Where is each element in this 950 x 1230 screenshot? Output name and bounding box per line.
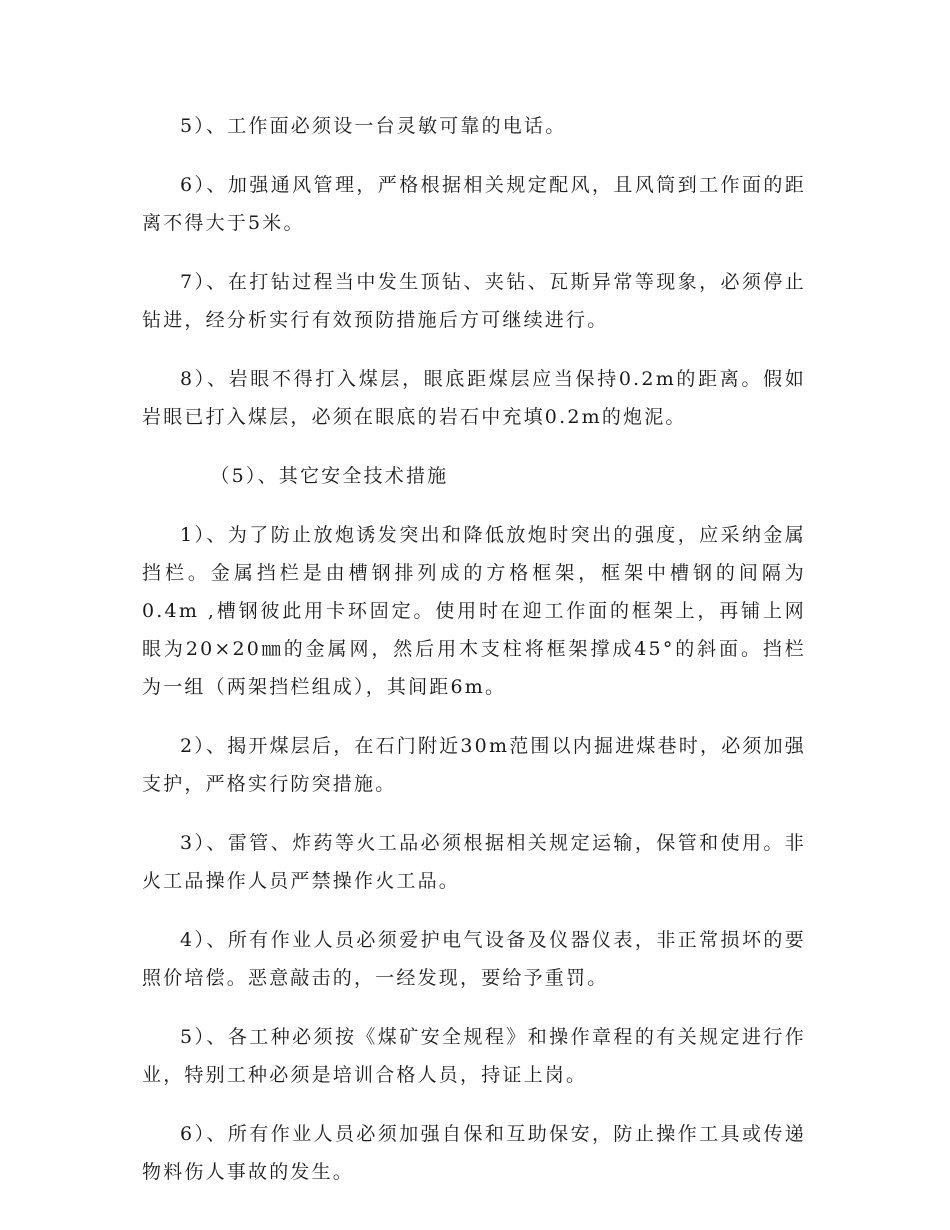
- measure-item-6: 6）、所有作业人员必须加强自保和互助保安，防止操作工具或传递物料伤人事故的发生。: [142, 1123, 806, 1183]
- measure-item-5: 5）、各工种必须按《煤矿安全规程》和操作章程的有关规定进行作业，特别工种必须是培训合格人员，持证上岗。: [142, 1026, 806, 1086]
- paragraph-item-7: 7）、在打钻过程当中发生顶钻、夹钻、瓦斯异常等现象，必须停止钻进，经分析实行有效预防措施后方可继续进行。: [142, 271, 806, 331]
- paragraph-item-6: 6）、加强通风管理，严格根据相关规定配风，且风筒到工作面的距离不得大于5米。: [142, 174, 806, 234]
- measure-item-2: 2）、揭开煤层后，在石门附近30m范围以内掘进煤巷时，必须加强支护，严格实行防突措施。: [142, 735, 806, 795]
- section-heading: （5）、其它安全技术措施: [210, 465, 449, 487]
- document-body: [142, 107, 806, 1212]
- paragraph-item-8: 8）、岩眼不得打入煤层，眼底距煤层应当保持0.2m的距离。假如岩眼已打入煤层，必须在眼底的岩石中充填0.2m的炮泥。: [142, 368, 806, 428]
- measure-item-4: 4）、所有作业人员必须爱护电气设备及仪器仪表，非正常损坏的要照价培偿。恶意敲击的，一经发现，要给予重罚。: [142, 929, 806, 989]
- paragraph-item-5: 5）、工作面必须设一台灵敏可靠的电话。: [180, 115, 567, 137]
- measure-item-3: 3）、雷管、炸药等火工品必须根据相关规定运输，保管和使用。非火工品操作人员严禁操作火工品。: [142, 832, 806, 892]
- measure-item-1: 1）、为了防止放炮诱发突出和降低放炮时突出的强度，应采纳金属挡栏。金属挡栏是由槽钢排列成的方格框架，框架中槽钢的间隔为0.4m ,槽钢彼此用卡环固定。使用时在迎工作面的框架上，再铺上网眼为20×20㎜的金属网，然后用木支柱将框架撑成45°的斜面。挡栏为一组（两架挡栏组成），其间距6m。: [142, 524, 806, 698]
